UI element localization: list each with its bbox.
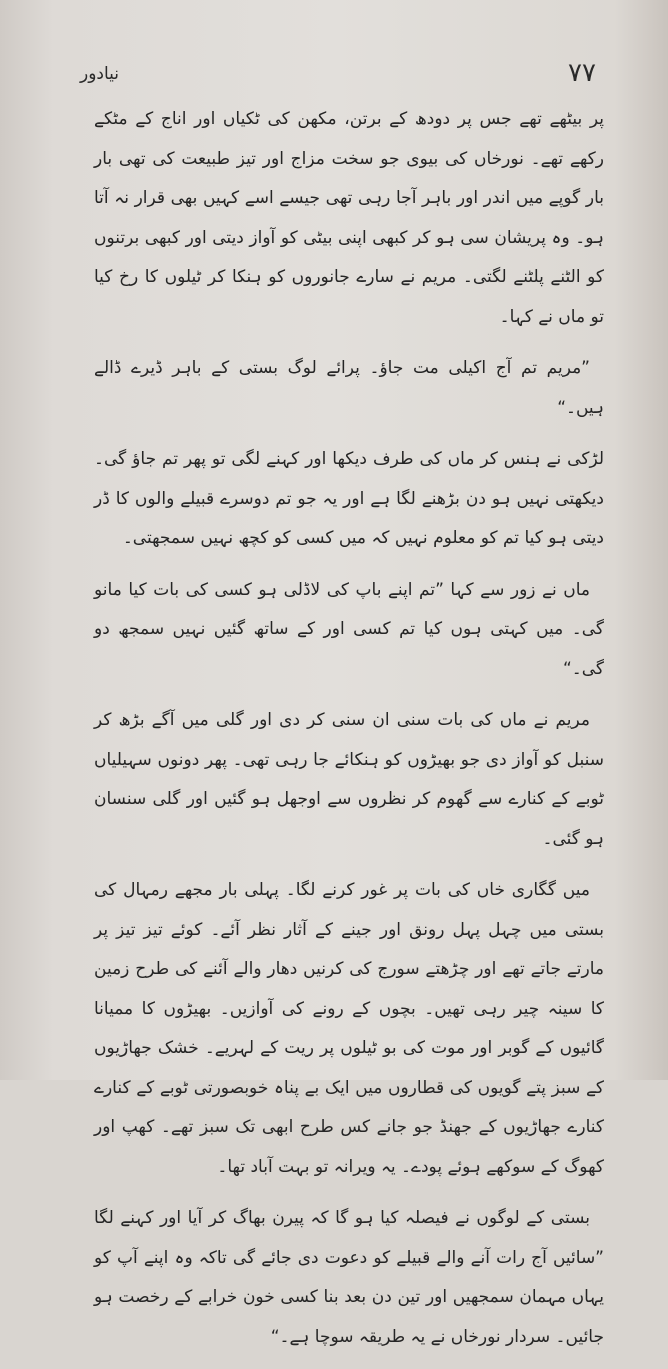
- paragraph: ماں نے زور سے کہا ”تم اپنے باپ کی لاڈلی ہو کسی کی بات کیا مانو گی۔ میں کہتی ہوں کیا تم کسی اور کے ساتھ گئیں نہیں سمجھ دو گی۔“: [94, 579, 604, 679]
- page-number: ٧٧: [568, 58, 596, 88]
- paragraph: بستی کے لوگوں نے فیصلہ کیا ہو گا کہ پیرن بھاگ کر آیا اور کہنے لگا ”سائیں آج رات آنے والے قبیلے کو دعوت دی جائے گی تاکہ وہ اپنے آپ کو یہاں مہمان سمجھیں اور تین دن بعد بنا کسی خون خرابے کے رخصت ہو جائیں۔ سردار نورخاں نے یہ طریقہ سوچا ہے۔“: [94, 1208, 604, 1347]
- paragraph: میں گگاری خاں کی بات پر غور کرنے لگا۔ پہلی بار مجھے رمہال کی بستی میں چہل پہل رونق اور جینے کے آثار نظر آئے۔ کوئے تیز تیز پر مارتے جاتے تھے اور چڑھتے سورج کی کرنیں دھار والے آئنے کی طرح زمین کا سینہ چیر رہی تھیں۔ بچوں کے رونے کی آوازیں۔ بھیڑوں کا ممیانا گائیوں کے گوبر اور موت کی بو ٹیلوں پر ریت کے لہریے۔ خشک جھاڑیوں کے سبز پتے گویوں کی قطاروں میں ایک بے پناہ خوبصورتی ٹوبے کے کنارے کنارے جھاڑیوں کے جھنڈ جو جانے کس طرح ابھی تک سبز تھے۔ کھپ اور کھوگ کے سوکھے ہوئے پودے۔ یہ ویرانہ تو بہت آباد تھا۔: [94, 880, 604, 1177]
- paragraph: ”مریم تم آج اکیلی مت جاؤ۔ پرائے لوگ بستی کے باہر ڈیرے ڈالے ہیں۔“: [94, 358, 604, 418]
- paragraph: پر بیٹھے تھے جس پر دودھ کے برتن، مکھن کی ٹکیاں اور اناج کے مٹکے رکھے تھے۔ نورخاں کی بیوی جو سخت مزاج اور تیز طبیعت کی تھی بار بار گوپے میں اندر اور باہر آجا رہی تھی جیسے اسے کہیں بھی قرار نہ آتا ہو۔ وہ پریشان سی ہو کر کبھی اپنی بیٹی کو آواز دیتی اور کبھی برتنوں کو الٹنے پلٹنے لگتی۔ مریم نے سارے جانوروں کو ہنکا کر ٹیلوں کا رخ کیا تو ماں نے کہا۔: [94, 109, 604, 327]
- paragraph: مریم نے ماں کی بات سنی ان سنی کر دی اور گلی میں آگے بڑھ کر سنبل کو آواز دی جو بھیڑوں کو ہنکائے جا رہی تھی۔ پھر دونوں سہیلیاں ٹوبے کے کنارے سے گھوم کر نظروں سے اوجھل ہو گئیں اور گلی سنسان ہو گئی۔: [94, 710, 604, 849]
- paragraph: لڑکی نے ہنس کر ماں کی طرف دیکھا اور کہنے لگی تو پھر تم جاؤ گی۔ دیکھتی نہیں ہو دن بڑھنے لگا ہے اور یہ جو تم دوسرے قبیلے والوں کا ڈر دیتی ہو کیا تم کو معلوم نہیں کہ میں کسی کو کچھ نہیں سمجھتی۔: [94, 449, 604, 548]
- body-text: [94, 100, 604, 1369]
- running-head: نیادور: [80, 64, 120, 84]
